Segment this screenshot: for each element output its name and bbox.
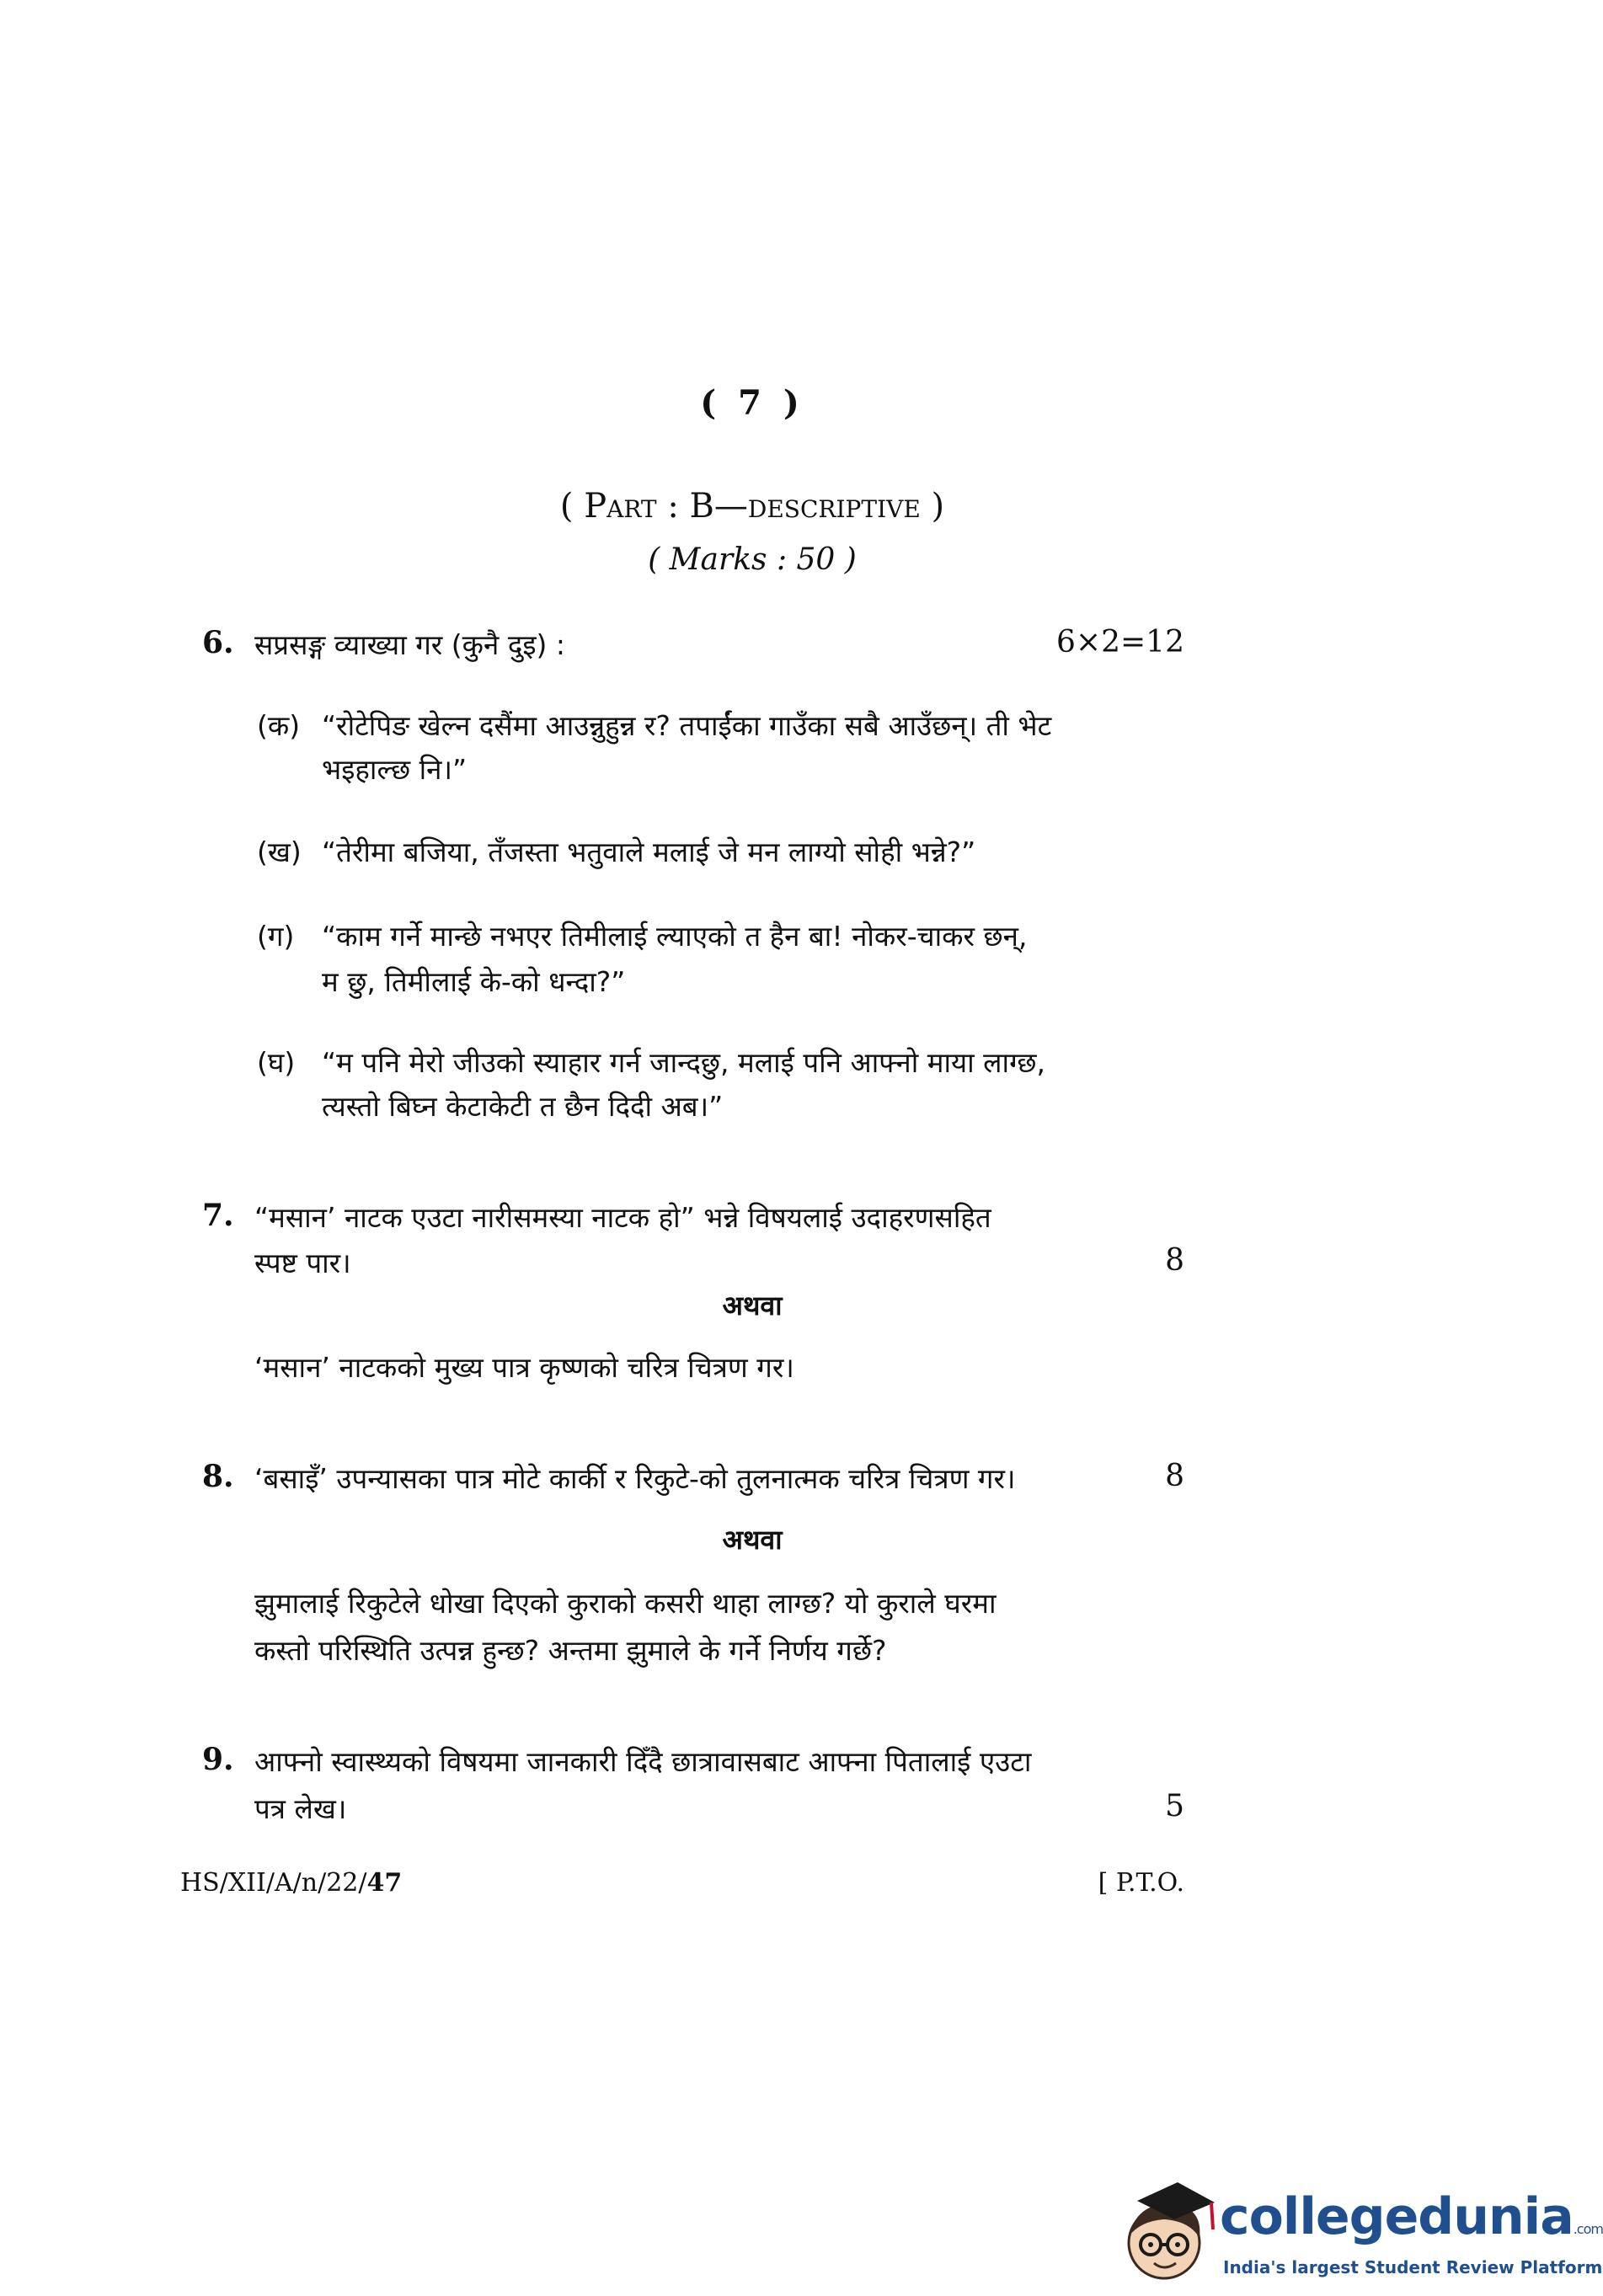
logo-tagline: India's largest Student Review Platform bbox=[1223, 2257, 1603, 2277]
q9-marks: 5 bbox=[1165, 1789, 1184, 1823]
mascot-icon bbox=[1112, 2177, 1221, 2291]
q7-or: अथवा bbox=[722, 1289, 783, 1322]
q6-option-line: “म पनि मेरो जीउको स्याहार गर्न जान्दछु, मलाई पनि आफ्नो माया लाग्छ, bbox=[322, 1046, 1046, 1079]
q7-marks: 8 bbox=[1165, 1243, 1184, 1278]
paper-code-number: 47 bbox=[366, 1868, 403, 1898]
logo-wordmark bbox=[1220, 2187, 1603, 2246]
q8-or: अथवा bbox=[722, 1524, 783, 1556]
q7-line: “मसान’ नाटक एउटा नारीसमस्या नाटक हो” भन्ने विषयलाई उदाहरणसहित bbox=[254, 1201, 991, 1234]
q7-line: स्पष्ट पार। bbox=[254, 1247, 351, 1279]
paper-code-prefix: HS/XII/A/n/22/ bbox=[180, 1868, 367, 1898]
q8-number: 8. bbox=[202, 1459, 234, 1494]
marks-note: ( Marks : 50 ) bbox=[648, 542, 857, 577]
page-number: ( 7 ) bbox=[700, 383, 804, 423]
q8-alt-line: कस्तो परिस्थिति उत्पन्न हुन्छ? अन्तमा झुमाले के गर्ने निर्णय गर्छे? bbox=[254, 1634, 887, 1667]
q6-option-label: (ख) bbox=[257, 836, 302, 868]
logo-suffix: .com bbox=[1573, 2221, 1603, 2237]
q6-option-line: त्यस्तो बिघ्न केटाकेटी त छैन दिदी अब।” bbox=[322, 1090, 724, 1123]
collegedunia-logo bbox=[1112, 2177, 1603, 2291]
q9-number: 9. bbox=[202, 1742, 234, 1777]
q6-option-line: “काम गर्ने मान्छे नभएर तिमीलाई ल्याएको त हैन बा! नोकर-चाकर छन्, bbox=[322, 920, 1028, 953]
q6-marks: 6×2=12 bbox=[1056, 625, 1184, 659]
q6-option-line: “तेरीमा बजिया, तँजस्ता भतुवाले मलाई जे मन लाग्यो सोही भन्ने?” bbox=[322, 836, 976, 868]
q6-option-label: (ग) bbox=[257, 920, 295, 953]
q8-line: ‘बसाइँ’ उपन्यासका पात्र मोटे कार्की र रिकुटे-को तुलनात्मक चरित्र चित्रण गर। bbox=[254, 1462, 1016, 1495]
q6-number: 6. bbox=[202, 625, 234, 660]
q6-option-line: म छु, तिमीलाई के-को धन्दा?” bbox=[322, 965, 626, 998]
q8-alt-line: झुमालाई रिकुटेले धोखा दिएको कुराको कसरी थाहा लाग्छ? यो कुराले घरमा bbox=[254, 1587, 997, 1620]
q6-option-label: (क) bbox=[257, 709, 301, 742]
q6-text: सप्रसङ्ग व्याख्या गर (कुनै दुइ) : bbox=[254, 628, 566, 661]
q7-number: 7. bbox=[202, 1198, 234, 1233]
paper-code bbox=[180, 1868, 402, 1898]
q6-option-line: “रोटेपिङ खेल्न दसैंमा आउन्नुहुन्न र? तपाईंका गाउँका सबै आउँछन्। ती भेट bbox=[322, 709, 1052, 742]
q8-marks: 8 bbox=[1165, 1459, 1184, 1493]
q9-line: पत्र लेख। bbox=[254, 1792, 347, 1825]
q9-line: आफ्नो स्वास्थ्यको विषयमा जानकारी दिँदै छात्रावासबाट आफ्ना पितालाई एउटा bbox=[254, 1745, 1032, 1778]
q6-option-label: (घ) bbox=[257, 1046, 296, 1079]
q6-option-line: भइहाल्छ नि।” bbox=[322, 753, 468, 786]
logo-name: collegedunia bbox=[1220, 2187, 1574, 2246]
pto-mark: [ P.T.O. bbox=[1098, 1868, 1184, 1898]
q7-alt: ‘मसान’ नाटकको मुख्य पात्र कृष्णको चरित्र चित्रण गर। bbox=[254, 1351, 794, 1384]
part-title: ( Part : B—descriptive ) bbox=[559, 487, 945, 526]
